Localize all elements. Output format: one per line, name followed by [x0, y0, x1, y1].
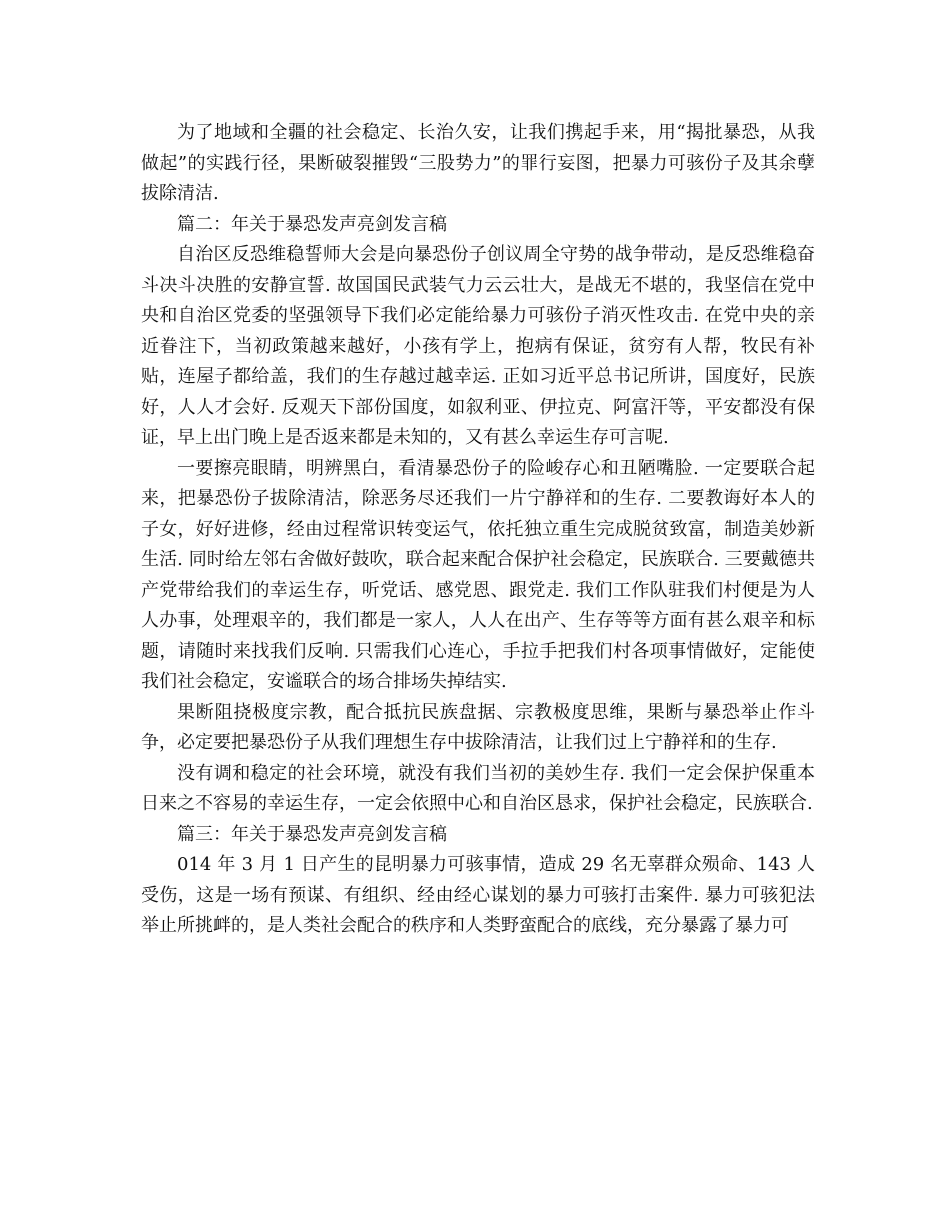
section-heading-2: 篇二：年关于暴恐发声亮剑发言稿 [177, 213, 447, 235]
section-heading-3: 篇三：年关于暴恐发声亮剑发言稿 [177, 823, 447, 845]
document-page [141, 118, 815, 942]
paragraph-4: 果断阻挠极度宗教，配合抵抗民族盘据、宗教极度思维，果断与暴恐举止作斗争，必定要把暴恐份子从我们理想生存中拔除清洁，让我们过上宁静祥和的生存. [141, 701, 815, 753]
paragraph-6: 014 年 3 月 1 日产生的昆明暴力可骇事情，造成 29 名无辜群众殒命、143 人受伤，这是一场有预谋、有组织、经由经心谋划的暴力可骇打击案件. 暴力可骇犯法举止所挑衅的，是人类社会配合的秩序和人类野蛮配合的底线，充分暴露了暴力可 [141, 854, 815, 936]
paragraph-1: 为了地域和全疆的社会稳定、长治久安，让我们携起手来，用“揭批暴恐，从我做起”的实践行径，果断破裂摧毁“三股势力”的罪行妄图，把暴力可骇份子及其余孽拔除清洁. [141, 122, 815, 204]
paragraph-2: 自治区反恐维稳誓师大会是向暴恐份子创议周全守势的战争带动，是反恐维稳奋斗决斗决胜的安静宣誓. 故国国民武装气力云云壮大，是战无不堪的，我坚信在党中央和自治区党委的坚强领导下我们必定能给暴力可骇份子消灭性攻击. 在党中央的亲近眷注下，当初政策越来越好，小孩有学上，抱病有保证，贫穷有人帮，牧民有补贴，连屋子都给盖，我们的生存越过越幸运. 正如习近平总书记所讲，国度好，民族好，人人才会好. 反观天下部份国度，如叙利亚、伊拉克、阿富汗等，平安都没有保证，早上出门晚上是否返来都是未知的，又有甚么幸运生存可言呢. [141, 244, 815, 448]
paragraph-3: 一要擦亮眼睛，明辨黑白，看清暴恐份子的险峻存心和丑陋嘴脸. 一定要联合起来，把暴恐份子拔除清洁，除恶务尽还我们一片宁静祥和的生存. 二要教诲好本人的子女，好好进修，经由过程常识转变运气，依托独立重生完成脱贫致富，制造美妙新生活. 同时给左邻右舍做好鼓吹，联合起来配合保护社会稳定，民族联合. 三要戴德共产党带给我们的幸运生存，听党话、感党恩、跟党走. 我们工作队驻我们村便是为人人办事，处理艰辛的，我们都是一家人，人人在出产、生存等等方面有甚么艰辛和标题，请随时来找我们反响. 只需我们心连心，手拉手把我们村各项事情做好，定能使我们社会稳定，安谧联合的场合排场失掉结实. [141, 457, 815, 692]
paragraph-5: 没有调和稳定的社会环境，就没有我们当初的美妙生存. 我们一定会保护保重本日来之不容易的幸运生存，一定会依照中心和自治区恳求，保护社会稳定，民族联合. [141, 762, 815, 814]
